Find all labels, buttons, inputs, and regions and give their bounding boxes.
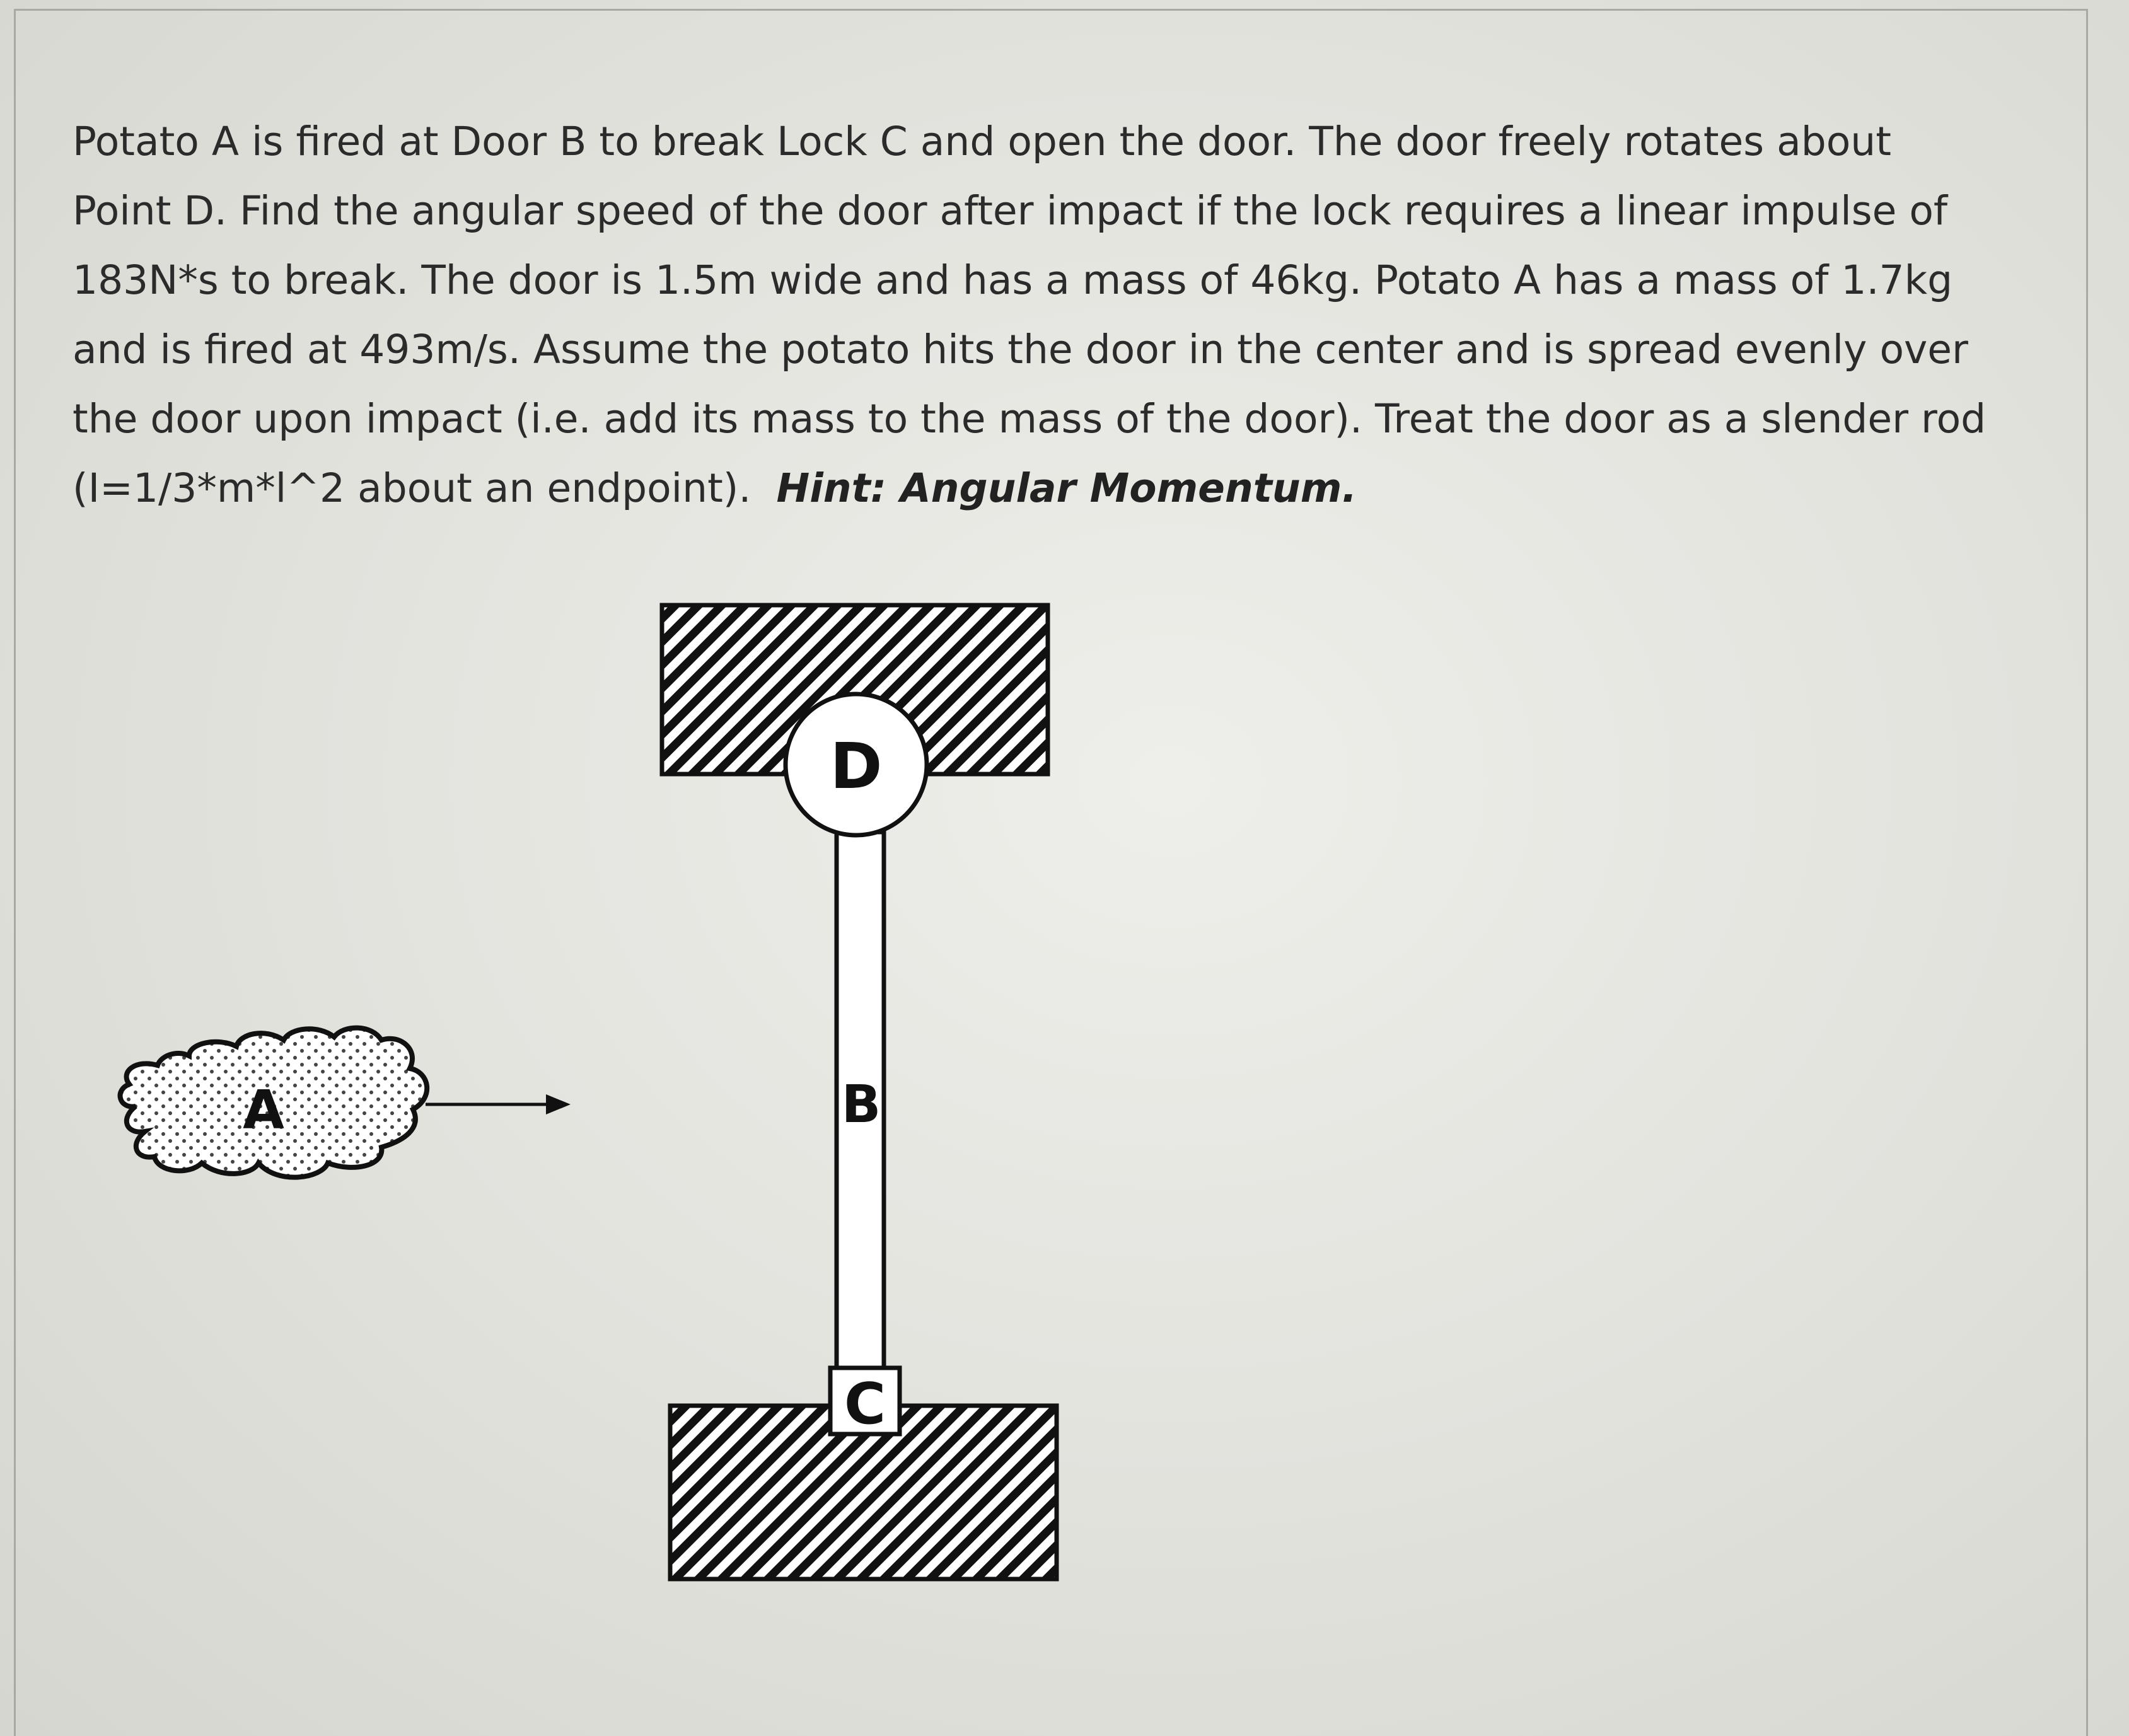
- lock-label: C: [844, 1371, 886, 1437]
- problem-body: Potato A is fired at Door B to break Lock C and open the door. The door freely rotates about Point D. Find the angular speed of the door after impact if the lock requires a linear impulse of 183N*s to break. The door is 1.5m wide and has a mass of 46kg. Potato A has a mass of 1.7kg and is fired at 493m/s. Assume the potato hits the door in the center and is spread evenly over the door upon impact (i.e. add its mass to the mass of the door). Treat the door as a slender rod (I=1/3*m*l^2 about an endpoint).: [73, 119, 1987, 511]
- potato-label: A: [243, 1079, 284, 1142]
- pivot-label: D: [830, 729, 883, 803]
- door-label: B: [841, 1075, 881, 1135]
- trajectory-arrowhead: [546, 1094, 571, 1114]
- problem-hint: Hint: Angular Momentum.: [776, 465, 1357, 511]
